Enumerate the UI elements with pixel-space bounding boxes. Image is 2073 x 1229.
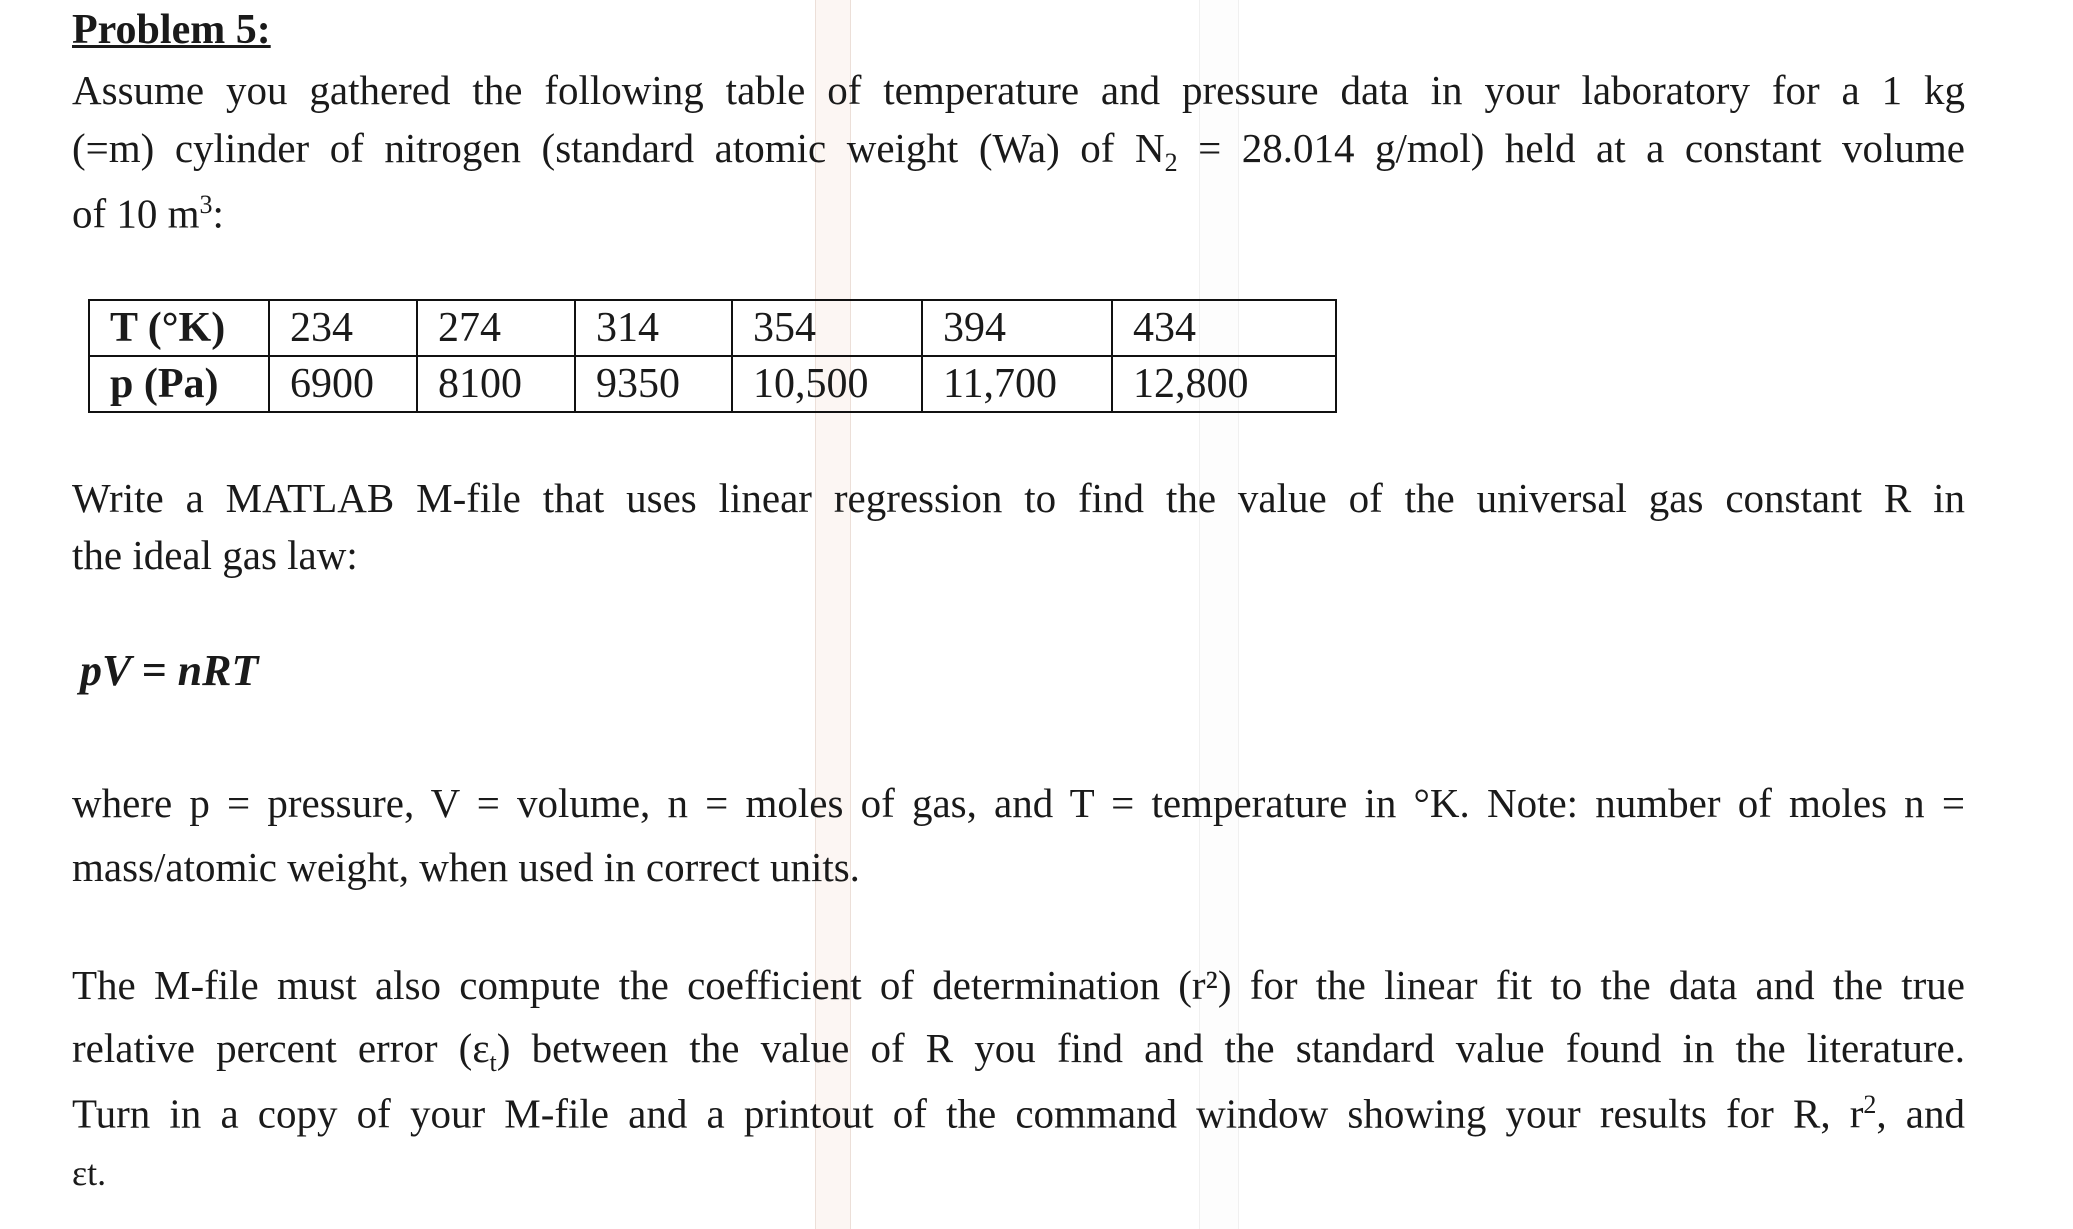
- table-cell: 9350: [575, 356, 732, 412]
- table-row-pressure: [89, 356, 1336, 412]
- intro-line-1: Assume you gathered the following table of temperature and pressure data in your laboratory for a 1 kg: [72, 67, 1965, 113]
- where-line-1: where p = pressure, V = volume, n = moles of gas, and T = temperature in °K. Note: number of moles n =: [72, 780, 1965, 826]
- row-label: p (Pa): [89, 356, 269, 412]
- table-row-temperature: [89, 300, 1336, 356]
- requirements-line-4: εt.: [72, 1153, 107, 1193]
- table-cell: 6900: [269, 356, 417, 412]
- intro-text: (=m) cylinder of nitrogen (standard atomic weight (Wa) of $N_2 = 28.014$ g/mol) held at a constant volume: [72, 125, 1965, 178]
- problem-title: Problem 5:: [72, 7, 271, 53]
- intro-line-3: of 10 $m^3$:: [72, 190, 224, 237]
- task-line-1: Write a MATLAB M-file that uses linear regression to find the value of the universal gas constant R in: [72, 475, 1965, 521]
- table-cell: 314: [575, 300, 732, 356]
- table-cell: 354: [732, 300, 922, 356]
- where-line-2: mass/atomic weight, when used in correct units.: [72, 844, 860, 890]
- row-label: T (°K): [89, 300, 269, 356]
- table-cell: 8100: [417, 356, 575, 412]
- table-cell: 434: [1112, 300, 1336, 356]
- data-table: [88, 299, 1337, 413]
- requirements-line-2: relative percent error $(\varepsilon_t)$ between the value of R you find and the standard value found in the literature.: [72, 1025, 1966, 1078]
- requirements-line-3: Turn in a copy of your M-file and a printout of the command window showing your results for R, $r^2$, and: [72, 1090, 1965, 1137]
- table-cell: 274: [417, 300, 575, 356]
- table-cell: 394: [922, 300, 1112, 356]
- intro-line-2: [72, 124, 1965, 187]
- table-cell: 234: [269, 300, 417, 356]
- requirements-line-1: The M-file must also compute the coefficient of determination (r²) for the linear fit to the data and the true: [72, 962, 1965, 1008]
- table-cell: 11,700: [922, 356, 1112, 412]
- ideal-gas-equation: pV = nRT: [80, 646, 259, 695]
- table-cell: 12,800: [1112, 356, 1336, 412]
- table-cell: 10,500: [732, 356, 922, 412]
- task-line-2: the ideal gas law:: [72, 532, 358, 578]
